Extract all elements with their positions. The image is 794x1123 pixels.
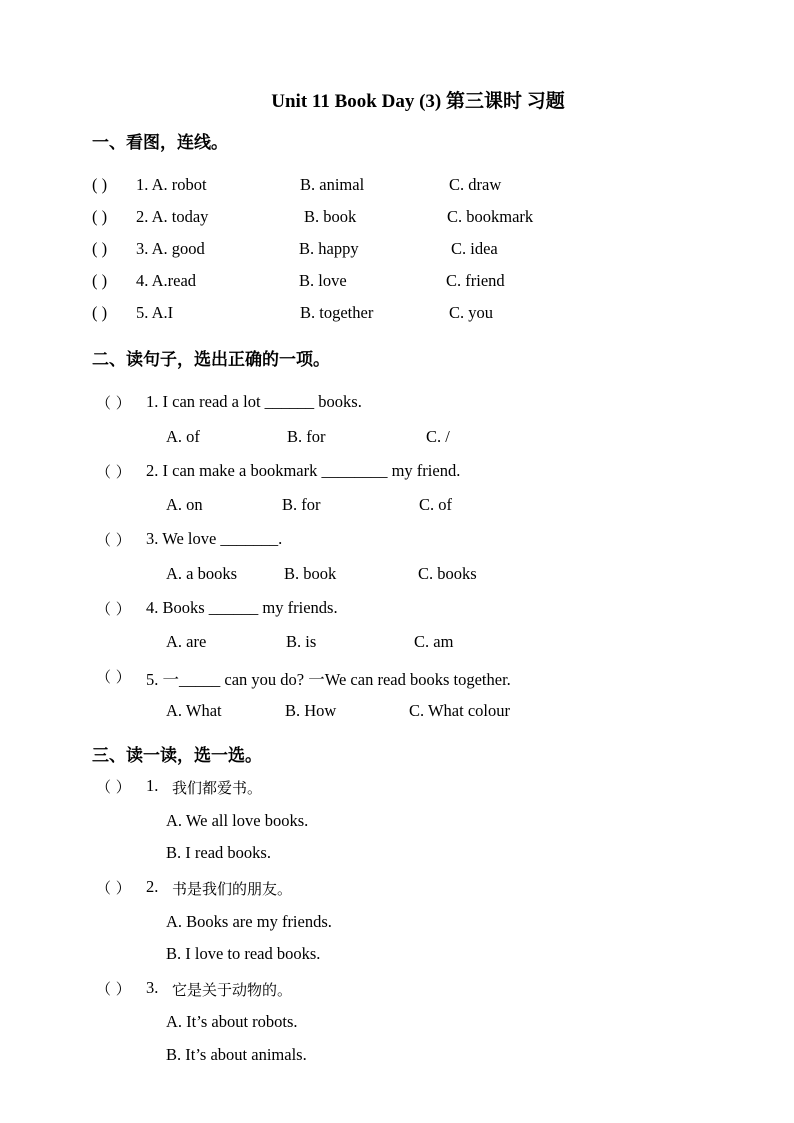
answer-paren[interactable]: （ ）	[96, 778, 131, 796]
answer-paren[interactable]: ( )	[92, 303, 108, 322]
section1-heading: 一、看图，连线。	[92, 133, 228, 153]
question-option-a: 1. A. robot	[136, 175, 207, 194]
question-number: 1.	[146, 776, 159, 795]
option-b: B. is	[286, 632, 317, 651]
question-number: 3.	[146, 978, 159, 997]
question-option-a: 4. A.read	[136, 271, 197, 290]
option-b: B. I love to read books.	[166, 944, 321, 963]
answer-paren[interactable]: （ ）	[96, 879, 131, 897]
answer-paren[interactable]: （ ）	[96, 980, 131, 998]
option-b: B. book	[284, 564, 337, 583]
answer-paren[interactable]: （ ）	[96, 668, 131, 686]
question-text: 我们都爱书。	[172, 779, 263, 797]
option-a: A. are	[166, 632, 207, 651]
question-number: 2.	[146, 877, 159, 896]
option-c: C. you	[449, 303, 494, 322]
option-a: A. on	[166, 495, 203, 514]
option-c: C. books	[418, 564, 477, 583]
option-b: B. book	[304, 207, 357, 226]
question-text: 3. We love _______.	[146, 529, 283, 548]
option-a: A. of	[166, 427, 200, 446]
option-b: B. animal	[300, 175, 365, 194]
option-c: C. /	[426, 427, 450, 446]
answer-paren[interactable]: （ ）	[96, 394, 131, 412]
option-b: B. It’s about animals.	[166, 1045, 307, 1064]
option-a: A. It’s about robots.	[166, 1012, 298, 1031]
question-option-a: 5. A.I	[136, 303, 174, 322]
option-b: B. love	[299, 271, 347, 290]
question-text: 1. I can read a lot ______ books.	[146, 392, 362, 411]
option-c: C. idea	[451, 239, 498, 258]
option-c: C. am	[414, 632, 454, 651]
question-text: 它是关于动物的。	[172, 981, 293, 999]
option-c: C. of	[419, 495, 452, 514]
answer-paren[interactable]: ( )	[92, 207, 108, 226]
option-c: C. friend	[446, 271, 505, 290]
option-b: B. for	[282, 495, 321, 514]
option-c: C. draw	[449, 175, 502, 194]
section2-heading: 二、读句子，选出正确的一项。	[92, 350, 330, 370]
question-text: 2. I can make a bookmark ________ my friend.	[146, 461, 461, 480]
answer-paren[interactable]: ( )	[92, 175, 108, 194]
option-a: A. a books	[166, 564, 238, 583]
option-b: B. How	[285, 701, 337, 720]
question-option-a: 2. A. today	[136, 207, 209, 226]
answer-paren[interactable]: （ ）	[96, 531, 131, 549]
option-b: B. happy	[299, 239, 359, 258]
option-b: B. for	[287, 427, 326, 446]
answer-paren[interactable]: ( )	[92, 239, 108, 258]
option-c: C. bookmark	[447, 207, 534, 226]
answer-paren[interactable]: （ ）	[96, 600, 131, 618]
answer-paren[interactable]: （ ）	[96, 463, 131, 481]
page-title: Unit 11 Book Day (3) 第三课时 习题	[271, 91, 565, 112]
option-a: A. Books are my friends.	[166, 912, 332, 931]
option-b: B. I read books.	[166, 843, 271, 862]
question-text: 5. 一_____ can you do? 一We can read books together.	[146, 670, 511, 689]
question-text: 4. Books ______ my friends.	[146, 598, 338, 617]
section3-heading: 三、读一读，选一选。	[92, 746, 262, 766]
option-a: A. What	[166, 701, 222, 720]
option-c: C. What colour	[409, 701, 510, 720]
answer-paren[interactable]: ( )	[92, 271, 108, 290]
question-option-a: 3. A. good	[136, 239, 205, 258]
option-b: B. together	[300, 303, 374, 322]
question-text: 书是我们的朋友。	[172, 880, 293, 898]
option-a: A. We all love books.	[166, 811, 309, 830]
